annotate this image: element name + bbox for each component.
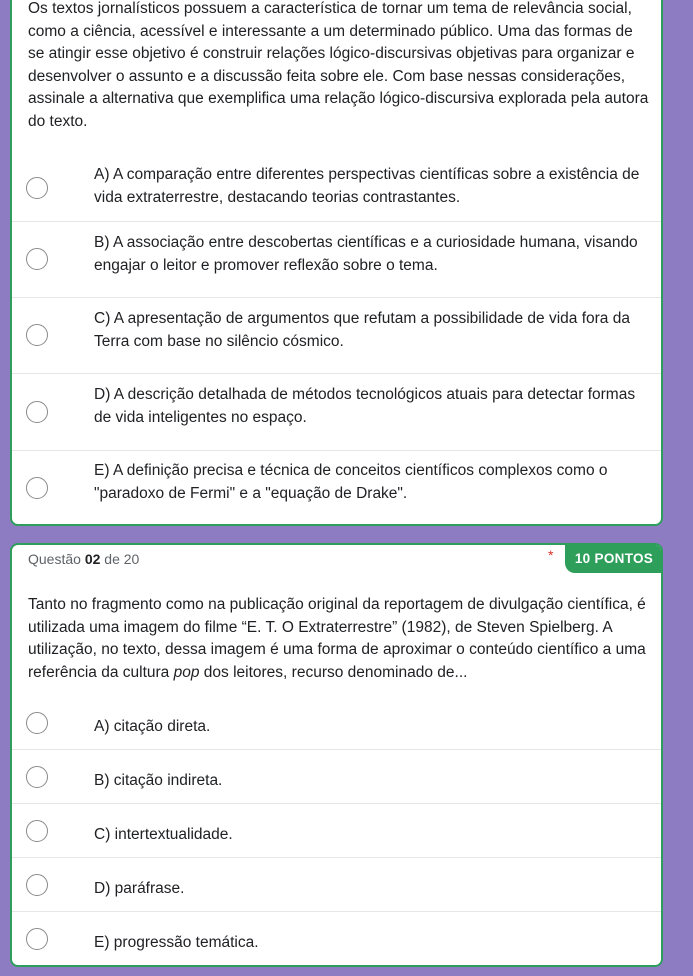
option-label: E) progressão temática. — [94, 934, 259, 951]
radio-button[interactable] — [26, 928, 48, 950]
question-card-2 — [10, 543, 663, 967]
option-label: D) A descrição detalhada de métodos tecnológicos atuais para detectar formas de vida inteligentes no espaço. — [94, 386, 636, 426]
question-header — [28, 551, 139, 567]
radio-button[interactable] — [26, 820, 48, 842]
question-prefix: Questão — [28, 551, 81, 567]
option-d[interactable] — [12, 374, 661, 451]
option-label: E) A definição precisa e técnica de conceitos científicos complexos como o "paradoxo de Fermi" e a "equação de Drake". — [94, 462, 608, 502]
question-total: de 20 — [104, 551, 140, 567]
option-b[interactable] — [12, 222, 661, 298]
option-a[interactable] — [12, 696, 661, 750]
option-c[interactable] — [12, 804, 661, 858]
radio-button[interactable] — [26, 324, 48, 346]
option-label: D) paráfrase. — [94, 880, 185, 897]
option-e[interactable] — [12, 451, 661, 526]
option-e[interactable] — [12, 912, 661, 965]
scrollbar[interactable] — [681, 0, 693, 976]
radio-button[interactable] — [26, 401, 48, 423]
radio-button[interactable] — [26, 712, 48, 734]
option-d[interactable] — [12, 858, 661, 912]
question-number: 02 — [84, 551, 101, 567]
option-c[interactable] — [12, 298, 661, 374]
radio-button[interactable] — [26, 248, 48, 270]
option-a[interactable] — [12, 152, 661, 222]
option-label: C) intertextualidade. — [94, 826, 233, 843]
question-text-part-2: dos leitores, recurso denominado de... — [199, 663, 468, 681]
option-label: B) citação indireta. — [94, 772, 223, 789]
option-b[interactable] — [12, 750, 661, 804]
option-label: C) A apresentação de argumentos que refutam a possibilidade de vida fora da Terra com base no silêncio cósmico. — [94, 310, 630, 350]
option-label: A) A comparação entre diferentes perspectivas científicas sobre a existência de vida extraterrestre, destacando teorias contrastantes. — [94, 166, 640, 206]
question-text: Os textos jornalísticos possuem a característica de tornar um tema de relevância social, como a ciência, acessível e interessante a um determinado público. Uma das formas de se atingir esse objetivo é construir relações lógico-discursivas objetivas para organizar e desenvolver o assunto e a discussão feita sobre ele. Com base nessas considerações, assinale a alternativa que exemplifica uma relação lógico-discursiva explorada pela autora do texto. — [28, 0, 649, 130]
radio-button[interactable] — [26, 477, 48, 499]
radio-button[interactable] — [26, 177, 48, 199]
radio-button[interactable] — [26, 874, 48, 896]
option-label: B) A associação entre descobertas científicas e a curiosidade humana, visando engajar o leitor e promover reflexão sobre o tema. — [94, 234, 638, 274]
option-label: A) citação direta. — [94, 718, 211, 735]
question-text-italic: pop — [173, 663, 200, 681]
radio-button[interactable] — [26, 766, 48, 788]
points-badge: 10 PONTOS — [565, 543, 663, 573]
question-card-1 — [10, 0, 663, 526]
question-text-part-1: Tanto no fragmento como na publicação original da reportagem de divulgação científica, é utilizada uma imagem do filme “E. T. O Extraterrestre” (1982), de Steven Spielberg. A utilização, no texto, dessa imagem é uma forma de aproximar o conteúdo científico a uma referência da cultura — [28, 596, 646, 681]
question-text — [28, 594, 650, 684]
required-marker: * — [548, 547, 554, 563]
